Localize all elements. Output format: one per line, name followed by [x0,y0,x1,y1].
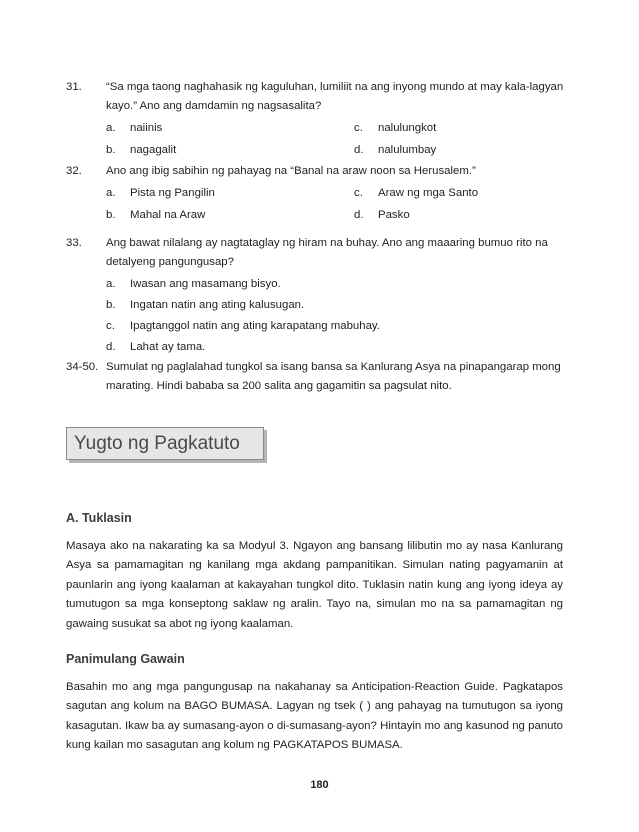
part-a-heading: A. Tuklasin [66,511,132,525]
section-title-box: Yugto ng Pagkatuto [66,427,264,460]
question-32 [66,162,566,228]
question-number: 33. [66,237,82,249]
option-d: d. Lahat ay tama. [106,341,206,353]
question-text: Ano ang ibig sabihin ng pahayag na “Banal na araw noon sa Herusalem.” [106,165,476,177]
essay-text: Sumulat ng paglalahad tungkol sa isang bansa sa Kanlurang Asya na pinapangarap mong marating. Hindi bababa sa 200 salita ang gagamitin sa pagsulat nito. [106,361,561,392]
option-d: d. Pasko [354,209,410,221]
option-a: a. Iwasan ang masamang bisyo. [106,278,281,290]
option-b: b. nagagalit [106,144,177,156]
option-a: a. naiinis [106,122,163,134]
page-number: 180 [310,779,329,791]
option-d: d. nalulumbay [354,144,437,156]
option-a: a. Pista ng Pangilin [106,187,215,199]
question-number: 32. [66,165,82,177]
question-text: “Sa mga taong naghahasik ng kaguluhan, lumiliit na ang inyong mundo at may kala-lagyan kayo.” Ano ang damdamin ng nagsasalita? [106,81,564,112]
options [106,275,566,359]
question-31 [66,78,566,163]
question-number: 31. [66,81,82,93]
panimula-heading: Panimulang Gawain [66,652,185,666]
part-a-paragraph: Masaya ako na nakarating ka sa Modyul 3. Ngayon ang bansang lilibutin mo ay nasa Kanlurang Asya sa pamamagitan ng kanilang mga akdang pampanitikan. Simulan nating pagyamanin at paunlarin ang iyong kaalaman at kakayahan tungkol dito. Tuklasin natin kung ang iyong ideya ay tumutugon sa mga konseptong saklaw ng aralin. Tayo na, simulan mo na sa pamamagitan ng gawaing susukat sa abot ng iyong kaalaman. [66,540,563,630]
question-33 [66,234,566,359]
option-c: c. nalulungkot [354,122,437,134]
option-b: b. Mahal na Araw [106,209,206,221]
essay-question [66,358,566,396]
question-text: Ang bawat nilalang ay nagtataglay ng hiram na buhay. Ano ang maaaring bumuo rito na detalyeng pangungusap? [106,237,548,268]
option-b: b. Ingatan natin ang ating kalusugan. [106,299,305,311]
option-c: c. Ipagtanggol natin ang ating karapatang mabuhay. [106,320,380,332]
essay-number: 34-50. [66,361,99,373]
options [106,184,566,228]
options [106,119,566,163]
panimula-paragraph: Basahin mo ang mga pangungusap na nakahanay sa Anticipation-Reaction Guide. Pagkatapos sagutan ang kolum na BAGO BUMASA. Lagyan ng tsek ( ) ang pahayag na tumutugon sa iyong kasagutan. Ikaw ba ay sumasang-ayon o di-sumasang-ayon? Hintayin mo ang kasunod ng panuto kung kailan mo sasagutan ang kolum ng PAGKATAPOS BUMASA. [66,681,563,752]
option-c: c. Araw ng mga Santo [354,187,479,199]
